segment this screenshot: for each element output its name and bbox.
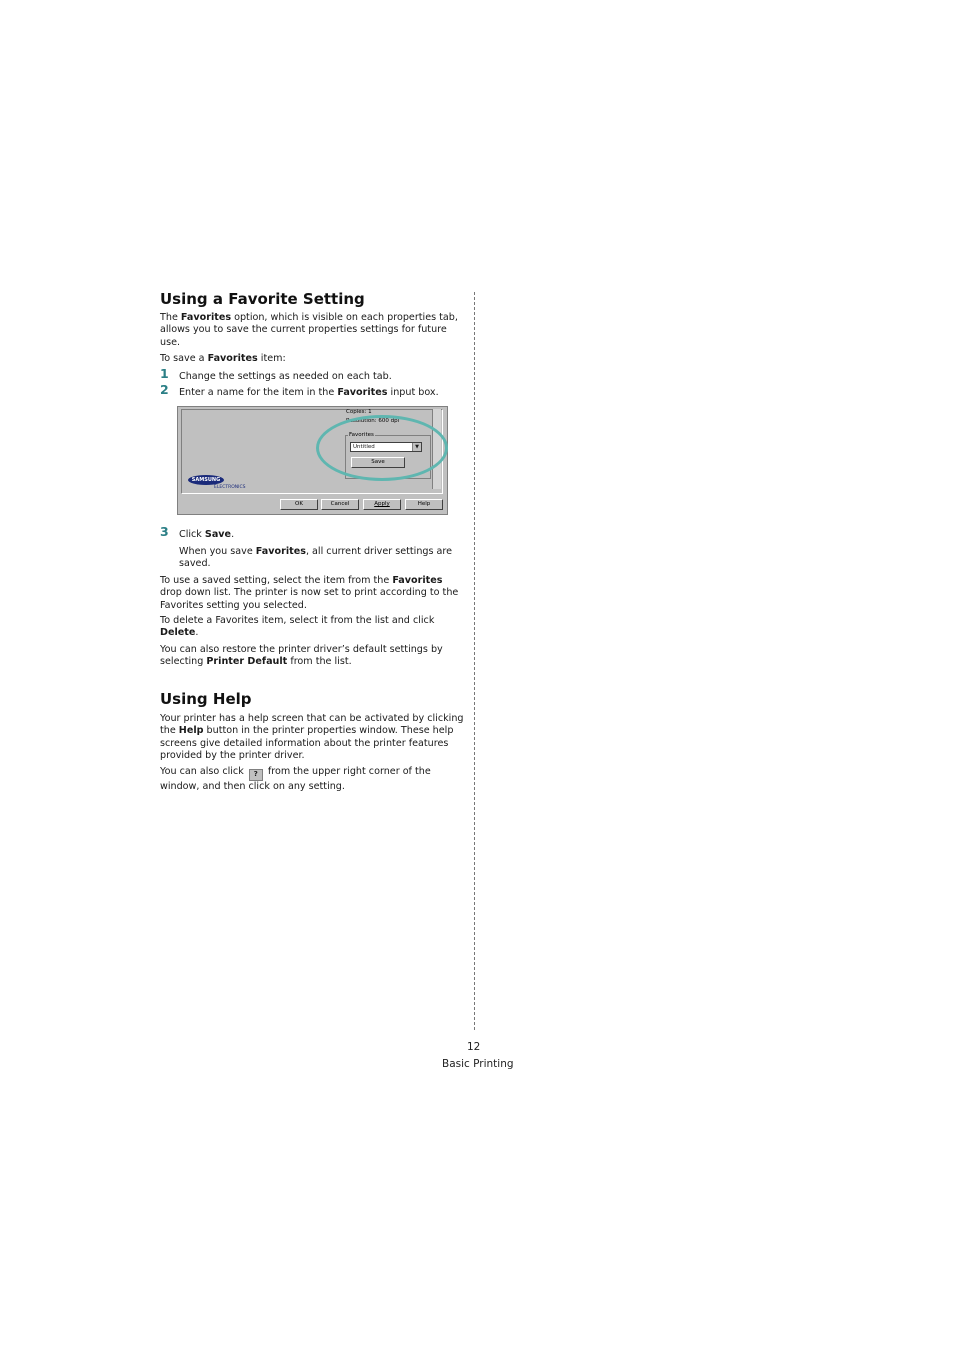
step-text: Change the settings as needed on each tab. — [179, 371, 392, 382]
ok-button[interactable]: OK — [280, 499, 318, 510]
help-paragraph-2: You can also click ? from the upper right corner of the window, and then click on any setting. — [160, 766, 431, 792]
step-3-note: When you save Favorites, all current driver settings are saved. — [179, 546, 453, 570]
use-saved-paragraph: To use a saved setting, select the item from the Favorites drop down list. The printer is now set to print according to the Favorites setting you selected. — [160, 575, 459, 611]
favorites-highlight-ellipse — [316, 415, 448, 481]
chapter-title: Basic Printing — [442, 1058, 514, 1070]
favorites-save-button[interactable]: Save — [351, 457, 405, 468]
copies-readout: Copies: 1 — [346, 409, 372, 415]
help-button[interactable]: Help — [405, 499, 443, 510]
samsung-logo: SAMSUNG — [188, 475, 224, 485]
chevron-down-icon: ▼ — [412, 443, 421, 451]
cancel-button[interactable]: Cancel — [321, 499, 359, 510]
favorites-group-label: Favorites — [349, 432, 374, 438]
section-title-help: Using Help — [160, 690, 252, 708]
help-paragraph-1: Your printer has a help screen that can be activated by clicking the Help button in the printer properties window. These help screens give detailed information about the printer features provided by the printer driver. — [160, 713, 464, 762]
favorites-intro: The Favorites option, which is visible on each properties tab, allows you to save the current properties settings for future use. — [160, 312, 458, 348]
samsung-logo-sub: ELECTRONICS — [214, 485, 246, 490]
restore-paragraph: You can also restore the printer driver’s default settings by selecting Printer Default from the list. — [160, 644, 443, 668]
apply-button[interactable]: Apply — [363, 499, 401, 510]
favorites-dropdown-value: Untitled — [353, 444, 375, 450]
resolution-readout: Resolution: 600 dpi — [346, 418, 400, 424]
step-number: 1 — [160, 366, 169, 381]
section-title-favorites: Using a Favorite Setting — [160, 290, 365, 308]
step-text: Click Save. — [179, 529, 235, 540]
step-text: Enter a name for the item in the Favorites input box. — [179, 387, 439, 398]
to-save-intro: To save a Favorites item: — [160, 353, 286, 364]
page-number: 12 — [467, 1041, 481, 1053]
help-question-icon: ? — [249, 769, 263, 781]
step-number: 2 — [160, 382, 169, 397]
step-number: 3 — [160, 524, 169, 539]
column-divider — [474, 292, 475, 1030]
delete-paragraph: To delete a Favorites item, select it from the list and click Delete. — [160, 615, 435, 639]
